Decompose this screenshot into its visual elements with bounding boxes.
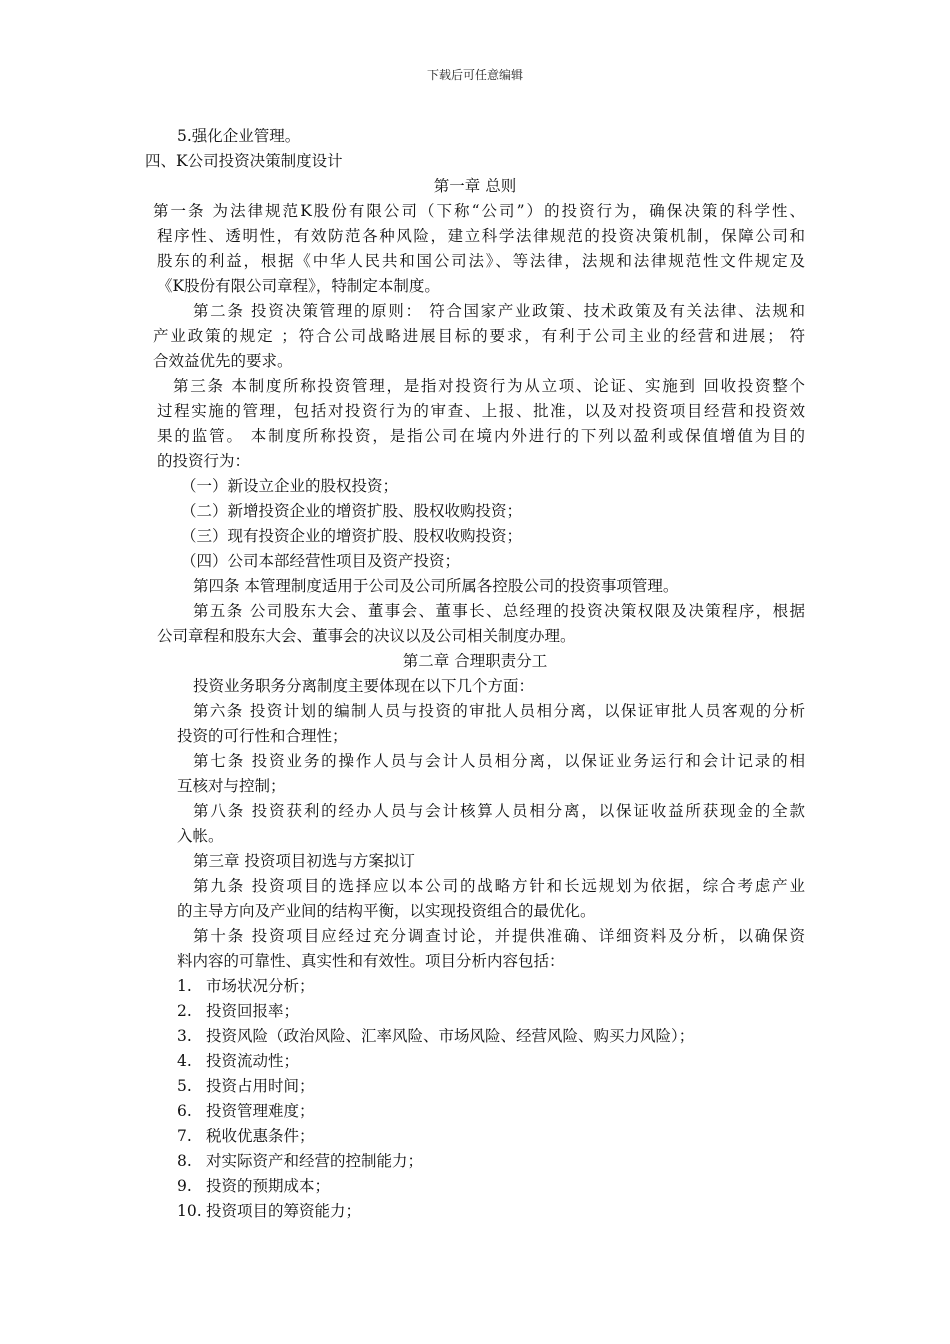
article-9-line: 第九条 投资项目的选择应以本公司的战略方针和长远规划为依据，综合考虑产业 [193, 877, 805, 895]
list-text: 对实际资产和经营的控制能力； [206, 1152, 424, 1170]
article-8-line: 入帐。 [177, 827, 224, 845]
article-3-line: 过程实施的管理，包括对投资行为的审查、上报、批准，以及对投资项目经营和投资效 [157, 402, 805, 420]
list-text: 税收优惠条件； [206, 1127, 315, 1145]
article-3-line: 第三条 本制度所称投资管理，是指对投资行为从立项、论证、实施到 回收投资整个 [173, 377, 805, 395]
list-item [177, 1099, 315, 1123]
article-10-line: 料内容的可靠性、真实性和有效性。项目分析内容包括： [177, 952, 565, 970]
list-item [177, 974, 315, 998]
chapter-heading: 第二章 合理职责分工 [402, 652, 548, 670]
article-5-line: 公司章程和股东大会、董事会的决议以及公司相关制度办理。 [157, 627, 576, 645]
list-text: 投资管理难度； [206, 1102, 315, 1120]
list-number: 1. [177, 977, 192, 995]
list-number: 9. [177, 1177, 192, 1195]
article-3-line: 的投资行为： [157, 452, 251, 470]
chapter-heading: 第一章 总则 [433, 177, 517, 195]
article-10-line: 第十条 投资项目应经过充分调查讨论，并提供准确、详细资料及分析，以确保资 [193, 927, 805, 945]
list-number: 3. [177, 1027, 192, 1045]
list-item: （三）现有投资企业的增资扩股、股权收购投资； [181, 527, 523, 545]
article-3-line: 果的监管。 本制度所称投资，是指公司在境内外进行的下列以盈利或保值增值为目的 [157, 427, 805, 445]
section-heading: 四、K公司投资决策制度设计 [145, 152, 343, 170]
list-item [177, 1199, 361, 1223]
article-7-line: 第七条 投资业务的操作人员与会计人员相分离，以保证业务运行和会计记录的相 [193, 752, 805, 770]
list-item [177, 1049, 299, 1073]
article-2-line: 第二条 投资决策管理的原则： 符合国家产业政策、技术政策及有关法律、法规和 [193, 302, 805, 320]
list-item: （一）新设立企业的股权投资； [181, 477, 399, 495]
list-text: 投资风险（政治风险、汇率风险、市场风险、经营风险、购买力风险）； [206, 1027, 695, 1045]
article-1-line: 《K股份有限公司章程》，特制定本制度。 [157, 277, 440, 295]
article-6-line: 第六条 投资计划的编制人员与投资的审批人员相分离，以保证审批人员客观的分析 [193, 702, 805, 720]
list-number: 2. [177, 1002, 192, 1020]
list-number: 4. [177, 1052, 192, 1070]
chapter-heading: 第三章 投资项目初选与方案拟订 [193, 852, 415, 870]
paragraph-line: 投资业务职务分离制度主要体现在以下几个方面： [193, 677, 535, 695]
article-4-line: 第四条 本管理制度适用于公司及公司所属各控股公司的投资事项管理。 [193, 577, 679, 595]
list-item [177, 1074, 315, 1098]
list-number: 10. [177, 1202, 202, 1220]
page-header: 下载后可任意编辑 [426, 68, 523, 82]
article-7-line: 互核对与控制； [177, 777, 286, 795]
article-1-line: 股东的利益，根据《中华人民共和国公司法》、等法律，法规和法律规范性文件规定及 [157, 252, 805, 270]
list-text: 投资回报率； [206, 1002, 300, 1020]
list-item [177, 1024, 694, 1048]
list-number: 7. [177, 1127, 192, 1145]
article-1-line: 程序性、透明性，有效防范各种风险，建立科学法律规范的投资决策机制，保障公司和 [157, 227, 805, 245]
article-1-line: 第一条 为法律规范K股份有限公司（下称“公司”）的投资行为，确保决策的科学性、 [153, 202, 805, 220]
list-number: 5. [177, 1077, 192, 1095]
list-text: 投资占用时间； [206, 1077, 315, 1095]
article-2-line: 合效益优先的要求。 [153, 352, 293, 370]
list-text: 市场状况分析； [206, 977, 315, 995]
paragraph-line: 5.强化企业管理。 [177, 127, 301, 145]
article-6-line: 投资的可行性和合理性； [177, 727, 348, 745]
list-text: 投资流动性； [206, 1052, 300, 1070]
list-text: 投资的预期成本； [206, 1177, 331, 1195]
list-item [177, 999, 299, 1023]
article-9-line: 的主导方向及产业间的结构平衡，以实现投资组合的最优化。 [177, 902, 596, 920]
article-5-line: 第五条 公司股东大会、董事会、董事长、总经理的投资决策权限及决策程序，根据 [193, 602, 805, 620]
list-number: 8. [177, 1152, 192, 1170]
list-number: 6. [177, 1102, 192, 1120]
article-2-line: 产业政策的规定 ；符合公司战略进展目标的要求，有利于公司主业的经营和进展； 符 [153, 327, 805, 345]
list-item: （四）公司本部经营性项目及资产投资； [181, 552, 461, 570]
list-item [177, 1174, 330, 1198]
list-item [177, 1149, 423, 1173]
list-text: 投资项目的筹资能力； [206, 1202, 362, 1220]
article-8-line: 第八条 投资获利的经办人员与会计核算人员相分离，以保证收益所获现金的全款 [193, 802, 805, 820]
list-item [177, 1124, 315, 1148]
list-item: （二）新增投资企业的增资扩股、股权收购投资； [181, 502, 523, 520]
